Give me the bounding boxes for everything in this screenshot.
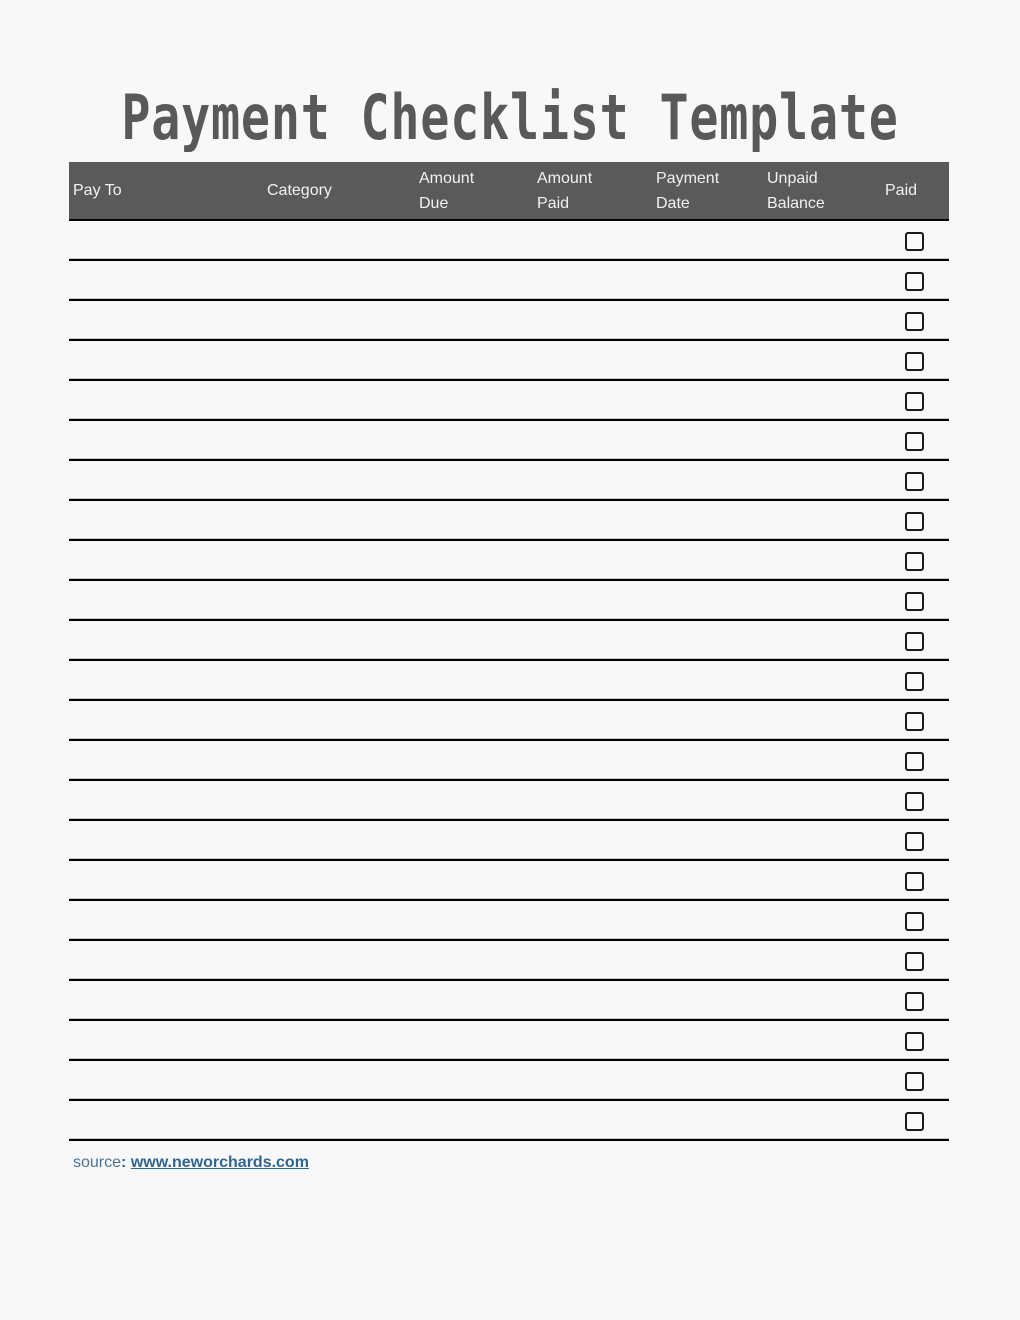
paid-checkbox[interactable] xyxy=(905,552,924,571)
table-body xyxy=(69,221,949,1141)
table-row[interactable] xyxy=(69,581,949,621)
paid-checkbox[interactable] xyxy=(905,992,924,1011)
table-row[interactable] xyxy=(69,221,949,261)
table-row[interactable] xyxy=(69,501,949,541)
column-header-amount-paid: Amount Paid xyxy=(537,169,593,212)
table-header xyxy=(69,162,949,221)
source-link[interactable]: www.neworchards.com xyxy=(130,1154,309,1171)
paid-checkbox[interactable] xyxy=(905,1112,924,1131)
table-row[interactable] xyxy=(69,1061,949,1101)
paid-checkbox[interactable] xyxy=(905,912,924,931)
table-row[interactable] xyxy=(69,941,949,981)
table-row[interactable] xyxy=(69,381,949,421)
table-row[interactable] xyxy=(69,661,949,701)
paid-checkbox[interactable] xyxy=(905,512,924,531)
column-header-pay-to: Pay To xyxy=(73,182,122,199)
table-row[interactable] xyxy=(69,621,949,661)
paid-checkbox[interactable] xyxy=(905,712,924,731)
column-header-category: Category xyxy=(267,182,332,199)
paid-checkbox[interactable] xyxy=(905,872,924,891)
table-row[interactable] xyxy=(69,821,949,861)
column-header-paid: Paid xyxy=(885,182,918,199)
column-header-amount-due: Amount Due xyxy=(419,169,475,212)
paid-checkbox[interactable] xyxy=(905,832,924,851)
paid-checkbox[interactable] xyxy=(905,352,924,371)
paid-checkbox[interactable] xyxy=(905,792,924,811)
table-row[interactable] xyxy=(69,461,949,501)
source-credit: source: www.neworchards.com xyxy=(73,1154,309,1171)
table-row[interactable] xyxy=(69,901,949,941)
table-row[interactable] xyxy=(69,701,949,741)
paid-checkbox[interactable] xyxy=(905,672,924,691)
table-row[interactable] xyxy=(69,781,949,821)
paid-checkbox[interactable] xyxy=(905,472,924,491)
page-title: Payment Checklist Template xyxy=(121,81,899,154)
table-row[interactable] xyxy=(69,341,949,381)
paid-checkbox[interactable] xyxy=(905,592,924,611)
table-row[interactable] xyxy=(69,261,949,301)
paid-checkbox[interactable] xyxy=(905,272,924,291)
paid-checkbox[interactable] xyxy=(905,232,924,251)
paid-checkbox[interactable] xyxy=(905,632,924,651)
paid-checkbox[interactable] xyxy=(905,432,924,451)
column-header-payment-date: Payment Date xyxy=(656,169,720,212)
table-row[interactable] xyxy=(69,421,949,461)
column-header-unpaid-balance: Unpaid Balance xyxy=(767,169,825,212)
table-row[interactable] xyxy=(69,1101,949,1141)
paid-checkbox[interactable] xyxy=(905,392,924,411)
table-row[interactable] xyxy=(69,301,949,341)
table-row[interactable] xyxy=(69,981,949,1021)
paid-checkbox[interactable] xyxy=(905,752,924,771)
table-row[interactable] xyxy=(69,861,949,901)
table-row[interactable] xyxy=(69,1021,949,1061)
payment-checklist-table xyxy=(69,162,949,1141)
table-row[interactable] xyxy=(69,741,949,781)
paid-checkbox[interactable] xyxy=(905,1032,924,1051)
paid-checkbox[interactable] xyxy=(905,952,924,971)
paid-checkbox[interactable] xyxy=(905,312,924,331)
table-row[interactable] xyxy=(69,541,949,581)
paid-checkbox[interactable] xyxy=(905,1072,924,1091)
